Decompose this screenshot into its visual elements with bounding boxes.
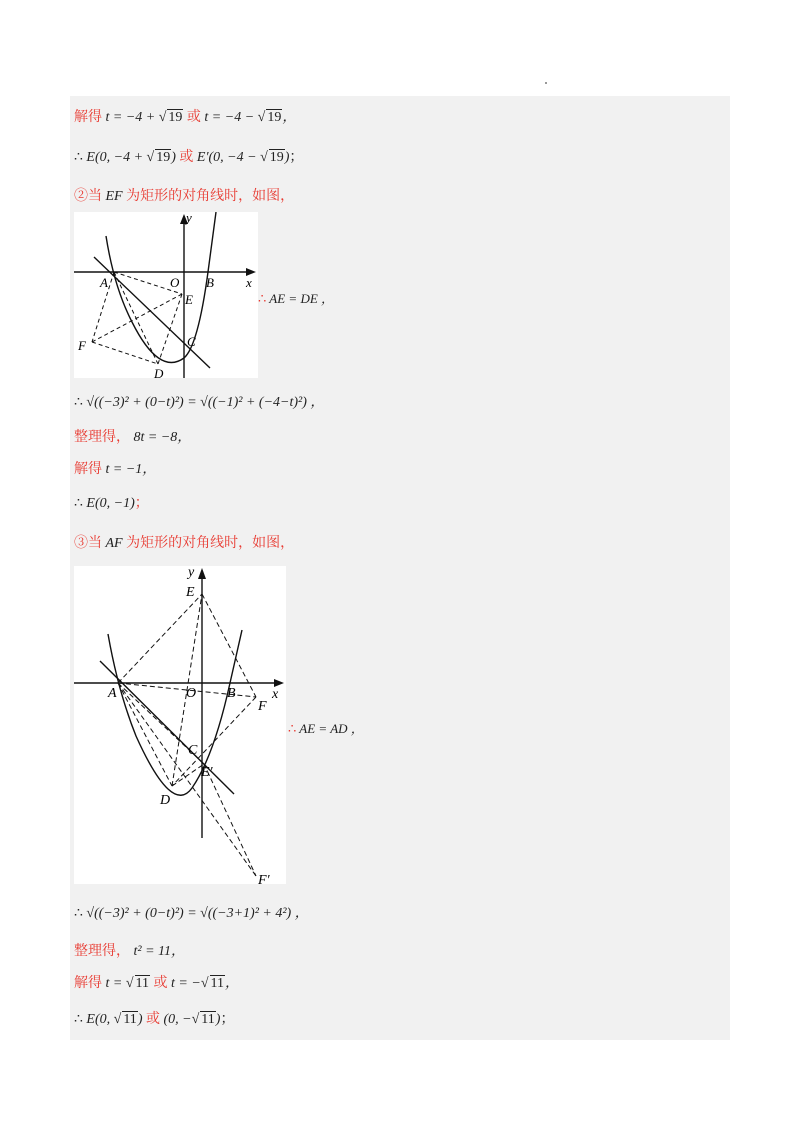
rectangle-dashes bbox=[118, 594, 256, 876]
figure-case2 bbox=[74, 212, 258, 378]
figure-case3 bbox=[74, 566, 286, 884]
label-f-prime: F′ bbox=[258, 873, 270, 884]
parabola bbox=[108, 630, 242, 795]
case3-heading: ③当 AF 为矩形的对角线时，如图， bbox=[74, 536, 295, 551]
line-solve-t-3: 解得 t = √ 11 或 t = −√ 11， bbox=[74, 976, 239, 991]
line-simplify-2: 整理得， t² = 11， bbox=[74, 944, 185, 959]
label-e: E bbox=[186, 585, 195, 600]
line-distance-eq-1: ∴ √((−3)² + (0−t)²) = √((−1)² + (−4−t)²) ， bbox=[74, 395, 325, 410]
case2-heading: ②当 EF 为矩形的对角线时，如图， bbox=[74, 189, 295, 204]
label-a: A bbox=[100, 275, 108, 290]
case2-side-note: ∴ AE = DE ， bbox=[258, 291, 335, 306]
label-y: y bbox=[188, 566, 195, 580]
label-d: D bbox=[160, 793, 171, 808]
label-y: y bbox=[186, 212, 192, 225]
label-x: x bbox=[246, 275, 252, 290]
label-o: O bbox=[170, 275, 180, 290]
y-axis-arrow bbox=[198, 568, 206, 579]
label-f: F bbox=[258, 699, 267, 714]
figure-case2-svg bbox=[74, 212, 258, 378]
label-a: A bbox=[108, 686, 117, 701]
page-speck bbox=[545, 82, 547, 84]
line-solve-t: 解得 t = −4 + √ 19 或 t = −4 − √ 19， bbox=[74, 110, 297, 125]
line-distance-eq-2: ∴ √((−3)² + (0−t)²) = √((−3+1)² + 4²) ， bbox=[74, 906, 309, 921]
label-b: B bbox=[206, 275, 214, 290]
label-c: C bbox=[187, 334, 196, 349]
case3-side-note: ∴ AE = AD ， bbox=[288, 721, 364, 736]
line-simplify-1: 整理得， 8t = −8， bbox=[74, 430, 192, 445]
label-e-prime: E′ bbox=[201, 765, 213, 780]
label-f: F bbox=[78, 338, 86, 353]
x-axis-arrow bbox=[274, 679, 284, 687]
label-o: O bbox=[186, 686, 197, 701]
label-x: x bbox=[272, 687, 279, 702]
label-c: C bbox=[188, 743, 198, 758]
line-point-e-2: ∴ E(0, −1)； bbox=[74, 496, 149, 511]
line-points-e-3: ∴ E(0, √ 11) 或 (0, −√ 11)； bbox=[74, 1012, 235, 1027]
line-points-e: ∴ E(0, −4 + √ 19) 或 E′(0, −4 − √ 19)； bbox=[74, 150, 304, 165]
label-d: D bbox=[154, 366, 164, 378]
label-e: E bbox=[185, 292, 193, 307]
label-b: B bbox=[227, 686, 236, 701]
figure-case3-svg bbox=[74, 566, 286, 884]
line-solve-t-2: 解得 t = −1， bbox=[74, 462, 157, 477]
